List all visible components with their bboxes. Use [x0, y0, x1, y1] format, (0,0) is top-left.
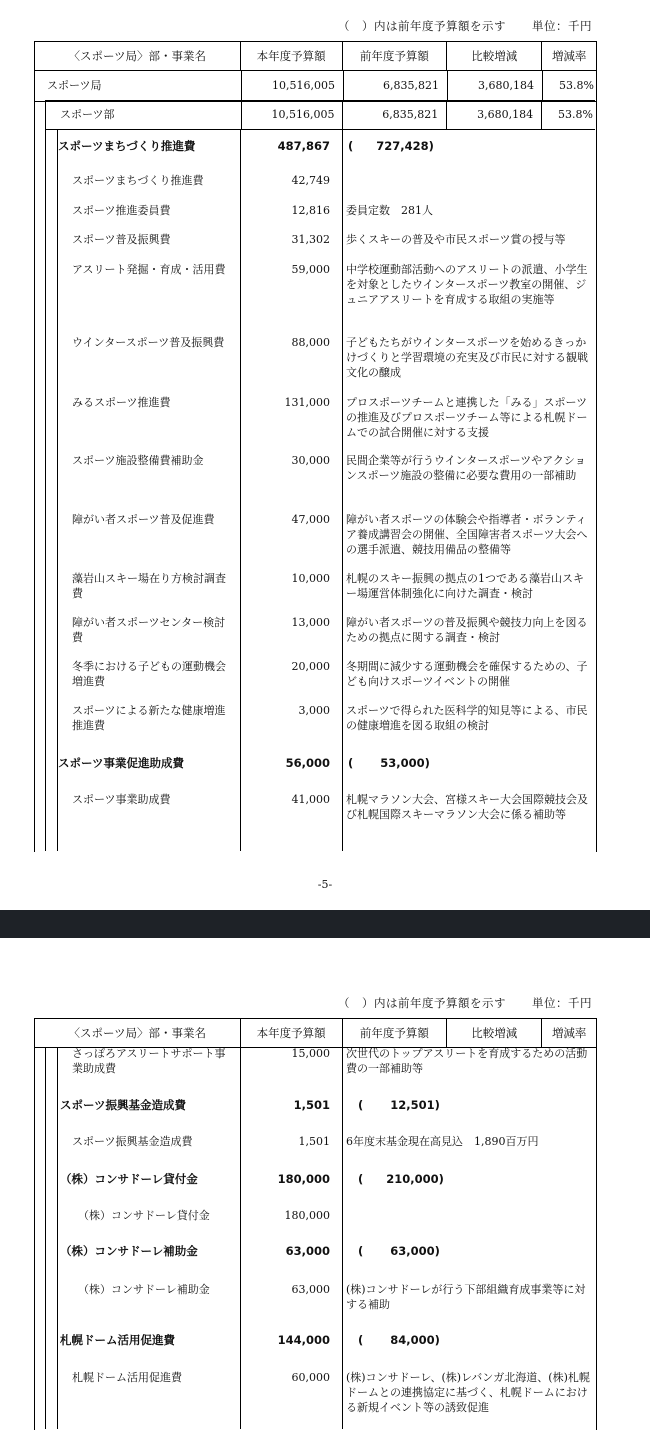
header-rate: 増減率	[541, 42, 596, 70]
header-rate: 増減率	[541, 1019, 596, 1047]
group-previous: ( 12,501)	[358, 1098, 440, 1112]
item-note: 中学校運動部活動へのアスリートの派遣、小学生を対象としたウインタースポーツ教室の開催、ジュニアアスリートを育成する取組の実施等	[346, 263, 588, 306]
group-guide-line	[57, 130, 58, 851]
unit-label: 単位：千円	[532, 996, 592, 1010]
header-diff: 比較増減	[446, 1019, 541, 1047]
item-note: 委員定数 281人	[346, 204, 433, 217]
item-amount: 30,000	[291, 454, 330, 467]
item-name: スポーツまちづくり推進費	[72, 174, 204, 187]
item-amount: 42,749	[291, 174, 330, 187]
dept-guide-line	[45, 130, 46, 851]
item-amount: 63,000	[291, 1283, 330, 1296]
group-previous: ( 84,000)	[358, 1333, 440, 1347]
previous-year-note: （ ）内は前年度予算額を示す	[338, 19, 506, 33]
header-previous: 前年度予算額	[342, 42, 446, 70]
item-note: (株)コンサドーレ、(株)レバンガ北海道、(株)札幌ドームとの連携協定に基づく、札幌ドームにおける新規イベント等の誘致促進	[346, 1371, 590, 1414]
item-note: 次世代のトップアスリートを育成するための活動費の一部補助等	[346, 1047, 588, 1075]
table-header	[35, 1019, 596, 1048]
group-guide-line	[57, 1047, 58, 1429]
group-name: スポーツ振興基金造成費	[60, 1098, 187, 1112]
group-row	[58, 752, 588, 774]
item-amount: 31,302	[291, 233, 330, 246]
item-name: みるスポーツ推進費	[72, 396, 171, 409]
item-note: 子どもたちがウインタースポーツを始めるきっかけづくりと学習環境の充実及び市民に対する観戦文化の醸成	[346, 336, 588, 379]
department-diff: 3,680,184	[446, 101, 541, 129]
unit-note	[338, 995, 592, 1011]
table-header	[35, 42, 596, 71]
unit-note	[338, 18, 592, 34]
department-row	[45, 100, 595, 130]
group-name: スポーツ事業促進助成費	[58, 756, 185, 770]
group-row	[58, 135, 588, 157]
item-note: 障がい者スポーツの体験会や指導者・ボランティア養成講習会の開催、全国障害者スポーツ大会への選手派遣、競技用備品の整備等	[346, 513, 588, 556]
bureau-previous: 6,835,821	[343, 71, 447, 101]
item-amount: 12,816	[291, 204, 330, 217]
item-amount: 13,000	[291, 616, 330, 629]
item-name: さっぽろアスリートサポート事業助成費	[72, 1047, 226, 1075]
group-previous: ( 63,000)	[358, 1244, 440, 1258]
header-name: 〈スポーツ局〉部・事業名	[68, 1026, 207, 1040]
bureau-diff: 3,680,184	[447, 71, 542, 101]
item-name: 冬季における子どもの運動機会増進費	[72, 660, 226, 688]
item-name: スポーツ推進委員費	[72, 204, 171, 217]
item-amount: 20,000	[291, 660, 330, 673]
unit-label: 単位：千円	[532, 19, 592, 33]
item-amount: 15,000	[291, 1047, 330, 1060]
header-current: 本年度予算額	[240, 42, 342, 70]
item-note: 札幌のスキー振興の拠点の1つである藻岩山スキー場運営体制強化に向けた調査・検討	[346, 572, 584, 600]
group-name: スポーツまちづくり推進費	[58, 139, 196, 153]
item-name: （株）コンサドーレ貸付金	[78, 1209, 210, 1222]
group-current: 144,000	[277, 1333, 330, 1347]
col-line-2	[342, 130, 343, 851]
item-name: 札幌ドーム活用促進費	[72, 1371, 182, 1384]
item-amount: 41,000	[291, 793, 330, 806]
group-current: 1,501	[293, 1098, 330, 1112]
group-current: 180,000	[277, 1172, 330, 1186]
item-amount: 1,501	[298, 1135, 330, 1148]
bureau-name: スポーツ局	[47, 79, 102, 92]
item-name: アスリート発掘・育成・活用費	[72, 263, 226, 276]
item-note: 6年度末基金現在高見込 1,890百万円	[346, 1135, 539, 1148]
item-name: スポーツ施設整備費補助金	[72, 454, 204, 467]
item-name: スポーツ事業助成費	[72, 793, 171, 806]
item-name: 藻岩山スキー場在り方検討調査費	[72, 572, 226, 600]
item-amount: 60,000	[291, 1371, 330, 1384]
col-line-1	[240, 1047, 241, 1429]
header-previous: 前年度予算額	[342, 1019, 446, 1047]
item-note: プロスポーツチームと連携した「みる」スポーツの推進及びプロスポーツチーム等による札幌ドームでの試合開催に対する支援	[346, 396, 588, 439]
item-amount: 131,000	[284, 396, 330, 409]
department-previous: 6,835,821	[342, 101, 446, 129]
previous-year-note: （ ）内は前年度予算額を示す	[338, 996, 506, 1010]
item-amount: 180,000	[284, 1209, 330, 1222]
item-name: スポーツによる新たな健康増進推進費	[72, 704, 226, 732]
item-note: 冬期間に減少する運動機会を確保するための、子ども向けスポーツイベントの開催	[346, 660, 588, 688]
item-note: 民間企業等が行うウインタースポーツやアクションスポーツ施設の整備に必要な費用の一部補助	[346, 454, 586, 482]
header-name: 〈スポーツ局〉部・事業名	[68, 49, 207, 63]
bureau-row	[35, 71, 596, 102]
item-name: （株）コンサドーレ補助金	[78, 1283, 210, 1296]
item-name: 障がい者スポーツセンター検討費	[72, 616, 226, 644]
dept-guide-line	[45, 1047, 46, 1429]
header-diff: 比較増減	[446, 42, 541, 70]
item-amount: 59,000	[291, 263, 330, 276]
group-current: 56,000	[285, 756, 330, 770]
bureau-rate: 53.8%	[542, 71, 596, 101]
item-note: 札幌マラソン大会、宮様スキー大会国際競技会及び札幌国際スキーマラソン大会に係る補助等	[346, 793, 588, 821]
group-name: 札幌ドーム活用促進費	[60, 1333, 175, 1347]
budget-table	[34, 1018, 597, 1430]
item-amount: 47,000	[291, 513, 330, 526]
department-current: 10,516,005	[241, 101, 343, 129]
group-name: （株）コンサドーレ貸付金	[60, 1172, 198, 1186]
item-name: ウインタースポーツ普及振興費	[72, 336, 225, 349]
item-amount: 10,000	[291, 572, 330, 585]
header-current: 本年度予算額	[240, 1019, 342, 1047]
group-current: 63,000	[285, 1244, 330, 1258]
item-note: スポーツで得られた医科学的知見等による、市民の健康増進を図る取組の検討	[346, 704, 588, 732]
col-line-2	[342, 1047, 343, 1429]
item-amount: 88,000	[291, 336, 330, 349]
item-note: 障がい者スポーツの普及振興や競技力向上を図るための拠点に関する調査・検討	[346, 616, 588, 644]
page-number: -5-	[317, 878, 333, 891]
col-line-1	[240, 130, 241, 851]
item-name: スポーツ普及振興費	[72, 233, 171, 246]
group-name: （株）コンサドーレ補助金	[60, 1244, 198, 1258]
item-name: スポーツ振興基金造成費	[72, 1135, 193, 1148]
page-divider	[0, 910, 650, 938]
item-note: (株)コンサドーレが行う下部組織育成事業等に対する補助	[346, 1283, 586, 1311]
group-previous: ( 727,428)	[348, 139, 434, 153]
item-amount: 3,000	[298, 704, 330, 717]
group-current: 487,867	[277, 139, 330, 153]
bureau-current: 10,516,005	[241, 71, 343, 101]
group-previous: ( 210,000)	[358, 1172, 444, 1186]
group-previous: ( 53,000)	[348, 756, 430, 770]
department-rate: 53.8%	[541, 101, 595, 129]
budget-page-6	[0, 938, 650, 1429]
item-name: 障がい者スポーツ普及促進費	[72, 513, 215, 526]
department-name: スポーツ部	[60, 108, 115, 121]
item-note: 歩くスキーの普及や市民スポーツ賞の授与等	[346, 233, 566, 246]
